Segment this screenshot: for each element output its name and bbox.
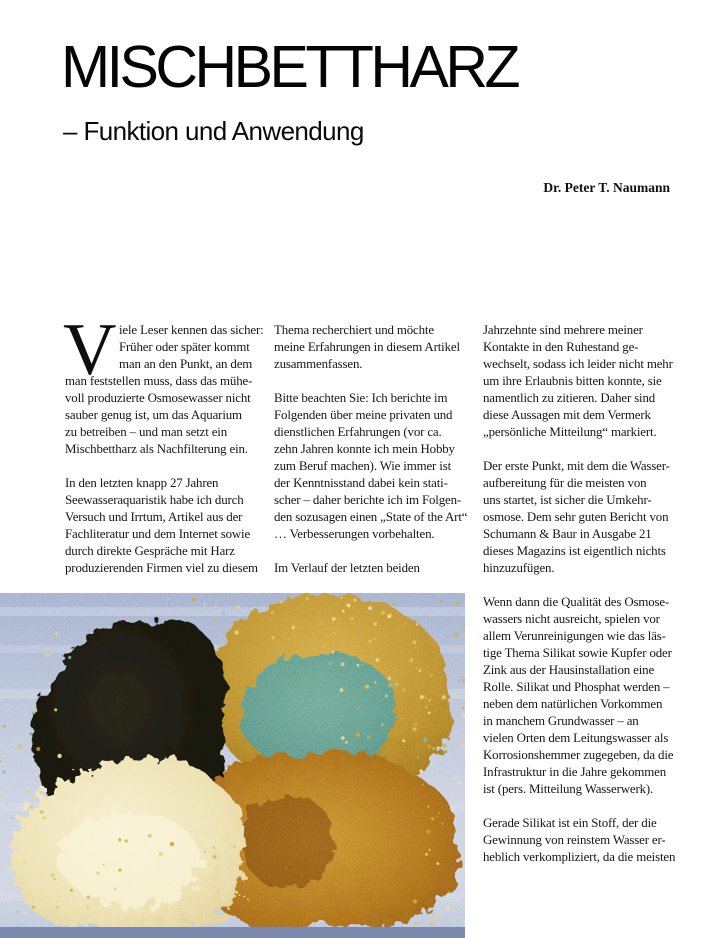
paragraph [483, 322, 688, 441]
photo-bottom-band [0, 927, 465, 938]
body-line: zu betreiben – und man setzt ein [65, 425, 228, 439]
body-line: neben dem natürlichen Vorkommen [483, 697, 663, 711]
paragraph [483, 594, 688, 798]
paragraph [483, 815, 688, 866]
paragraph [274, 390, 479, 543]
body-line: tige Thema Silikat sowie Kupfer oder [483, 646, 672, 660]
body-line: uns startet, ist sicher die Umkehr- [483, 493, 652, 507]
body-line: man an den Punkt, an dem [119, 357, 253, 371]
body-line: Im Verlauf der letzten beiden [274, 561, 420, 575]
body-line: produzierenden Firmen viel zu diesem [65, 561, 258, 575]
body-line: Wenn dann die Qualität des Osmose- [483, 595, 670, 609]
body-line: Fachliteratur und dem Internet sowie [65, 527, 251, 541]
body-line: wechselt, sodass ich leider nicht mehr [483, 357, 673, 371]
body-line: Früher oder später kommt [119, 340, 250, 354]
body-line: Kontakte in den Ruhestand ge- [483, 340, 639, 354]
text-column-3 [483, 322, 688, 866]
body-line: namentlich zu zitieren. Daher sind [483, 391, 656, 405]
body-line: scher – daher berichte ich im Folgen- [274, 493, 462, 507]
body-line: der Kenntnisstand dabei kein stati- [274, 476, 448, 490]
drop-cap: V [63, 309, 117, 391]
photo-grain-texture [0, 593, 465, 938]
body-line: voll produzierte Osmosewasser nicht [65, 391, 251, 405]
body-line: wassers nicht ausreicht, spielen vor [483, 612, 660, 626]
body-line: Der erste Punkt, mit dem die Wasser- [483, 459, 670, 473]
body-line: zum Beruf machen). Wie immer ist [274, 459, 452, 473]
body-line: allem Verunreinigungen wie das läs- [483, 629, 666, 643]
body-line: Gerade Silikat ist ein Stoff, der die [483, 816, 657, 830]
body-line: Mischbettharz als Nachfilterung ein. [65, 442, 248, 456]
body-line: diese Aussagen mit dem Vermerk [483, 408, 651, 422]
body-line: … Verbesserungen vorbehalten. [274, 527, 435, 541]
body-line: Korrosionshemmer zugegeben, da die [483, 748, 674, 762]
body-line: Versuch und Irrtum, Artikel aus der [65, 510, 243, 524]
body-line: ist (pers. Mitteilung Wasserwerk). [483, 782, 654, 796]
body-line: durch direkte Gespräche mit Harz [65, 544, 235, 558]
body-line: zusammenfassen. [274, 357, 363, 371]
resin-photo [0, 593, 465, 938]
body-line: in manchem Grundwasser – an [483, 714, 639, 728]
body-line: vielen Orten dem Leitungswasser als [483, 731, 669, 745]
paragraph [274, 560, 479, 577]
author-byline: Dr. Peter T. Naumann [543, 180, 670, 195]
body-line: meine Erfahrungen in diesem Artikel [274, 340, 460, 354]
paragraph [63, 309, 270, 458]
body-line: sauber genug ist, um das Aquarium [65, 408, 242, 422]
body-line: Thema recherchiert und möchte [274, 323, 434, 337]
body-line: den sozusagen einen „State of the Art“ [274, 510, 468, 524]
body-line: „persönliche Mitteilung“ markiert. [483, 425, 657, 439]
body-line: aufbereitung für die meisten von [483, 476, 647, 490]
body-line: Folgenden über meine privaten und [274, 408, 453, 422]
body-line: heblich verkompliziert, da die meisten [483, 850, 676, 864]
body-line: dienstlichen Erfahrungen (vor ca. [274, 425, 442, 439]
body-line: iele Leser kennen das sicher: [119, 323, 264, 337]
body-line: zehn Jahren konnte ich mein Hobby [274, 442, 455, 456]
body-line: Schumann & Baur in Ausgabe 21 [483, 527, 652, 541]
body-line: um ihre Erlaubnis bitten konnte, sie [483, 374, 662, 388]
body-line: man feststellen muss, dass das mühe- [65, 374, 253, 388]
body-line: osmose. Dem sehr guten Bericht von [483, 510, 669, 524]
page-title: MISCHBETTHARZ [61, 34, 517, 100]
body-line: Jahrzehnte sind mehrere meiner [483, 323, 643, 337]
body-line: Zink aus der Hausinstallation eine [483, 663, 655, 677]
page-subtitle: – Funktion und Anwendung [63, 116, 364, 146]
paragraph [483, 458, 688, 577]
paragraph [65, 475, 270, 577]
body-line: Infrastruktur in die Jahre gekommen [483, 765, 667, 779]
body-line: In den letzten knapp 27 Jahren [65, 476, 219, 490]
body-line: Seewasseraquaristik habe ich durch [65, 493, 244, 507]
body-line: dieses Magazins ist eigentlich nichts [483, 544, 666, 558]
body-line: Rolle. Silikat und Phosphat werden – [483, 680, 670, 694]
body-line: Bitte beachten Sie: Ich berichte im [274, 391, 448, 405]
body-line: Gewinnung von reinstem Wasser er- [483, 833, 666, 847]
paragraph [274, 322, 479, 373]
body-line: hinzuzufügen. [483, 561, 555, 575]
